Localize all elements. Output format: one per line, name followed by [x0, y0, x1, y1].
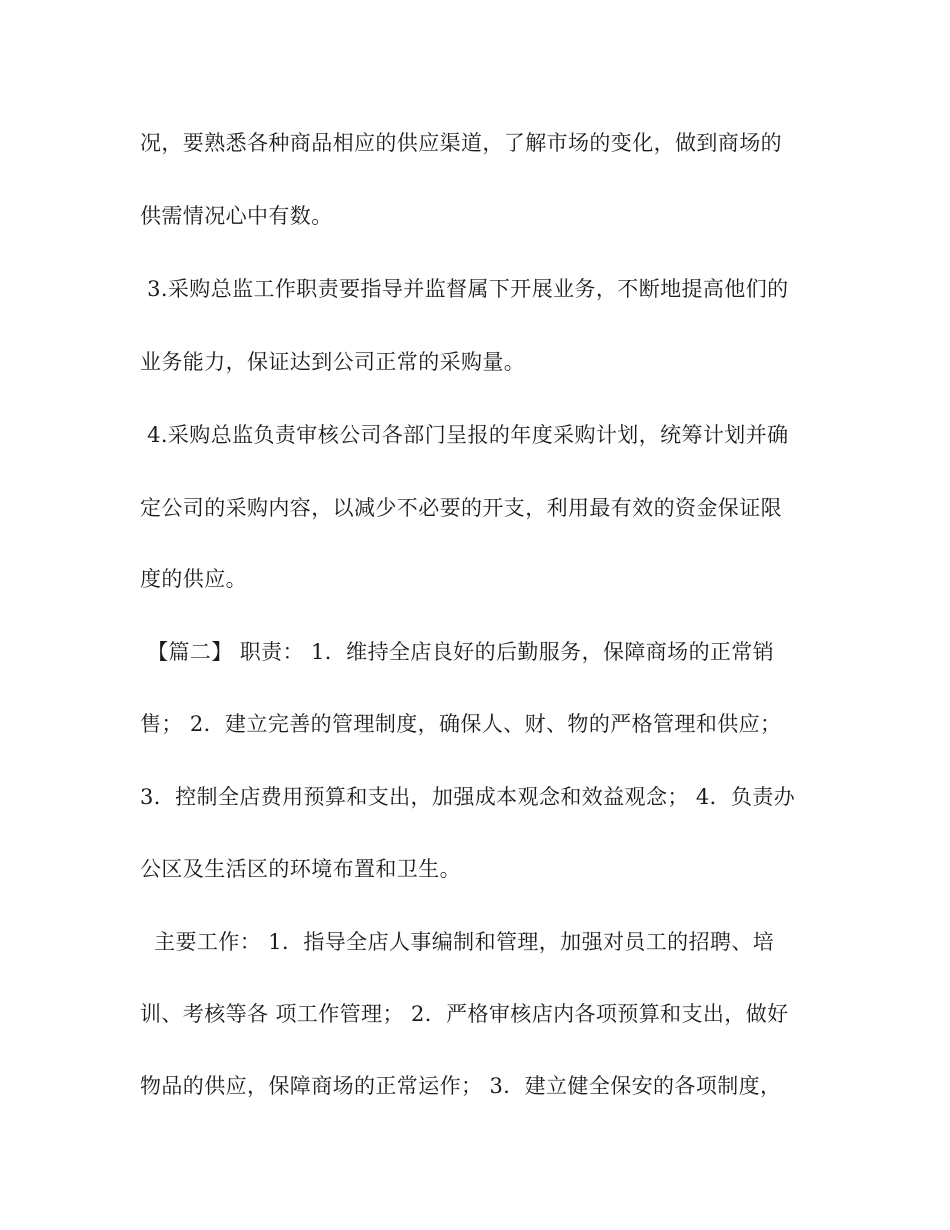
- text-line-5: 4.采购总监负责审核公司各部门呈报的年度采购计划，统筹计划并确: [140, 423, 789, 447]
- text-line-3: 3.采购总监工作职责要指导并监督属下开展业务，不断地提高他们的: [140, 277, 789, 301]
- text-line-1: 况，要熟悉各种商品相应的供应渠道，了解市场的变化，做到商场的: [140, 131, 782, 155]
- text-line-11: 公区及生活区的环境布置和卫生。: [140, 857, 461, 881]
- text-line-6: 定公司的采购内容，以减少不必要的开支，利用最有效的资金保证限: [140, 496, 782, 520]
- text-line-7: 度的供应。: [140, 567, 247, 591]
- text-line-9: 售； 2．建立完善的管理制度，确保人、财、物的严格管理和供应；: [140, 712, 782, 736]
- text-line-14: 物品的供应，保障商场的正常运作； 3．建立健全保安的各项制度，: [140, 1074, 782, 1098]
- text-line-4: 业务能力，保证达到公司正常的采购量。: [140, 350, 526, 374]
- text-line-13: 训、考核等各 项工作管理； 2．严格审核店内各项预算和支出，做好: [140, 1002, 789, 1026]
- text-line-8: 【篇二】 职责： 1．维持全店良好的后勤服务，保障商场的正常销: [140, 640, 775, 664]
- text-line-10: 3．控制全店费用预算和支出，加强成本观念和效益观念； 4．负责办: [140, 785, 796, 809]
- text-line-12: 主要工作： 1．指导全店人事编制和管理，加强对员工的招聘、培: [140, 930, 775, 954]
- text-line-2: 供需情况心中有数。: [140, 204, 333, 228]
